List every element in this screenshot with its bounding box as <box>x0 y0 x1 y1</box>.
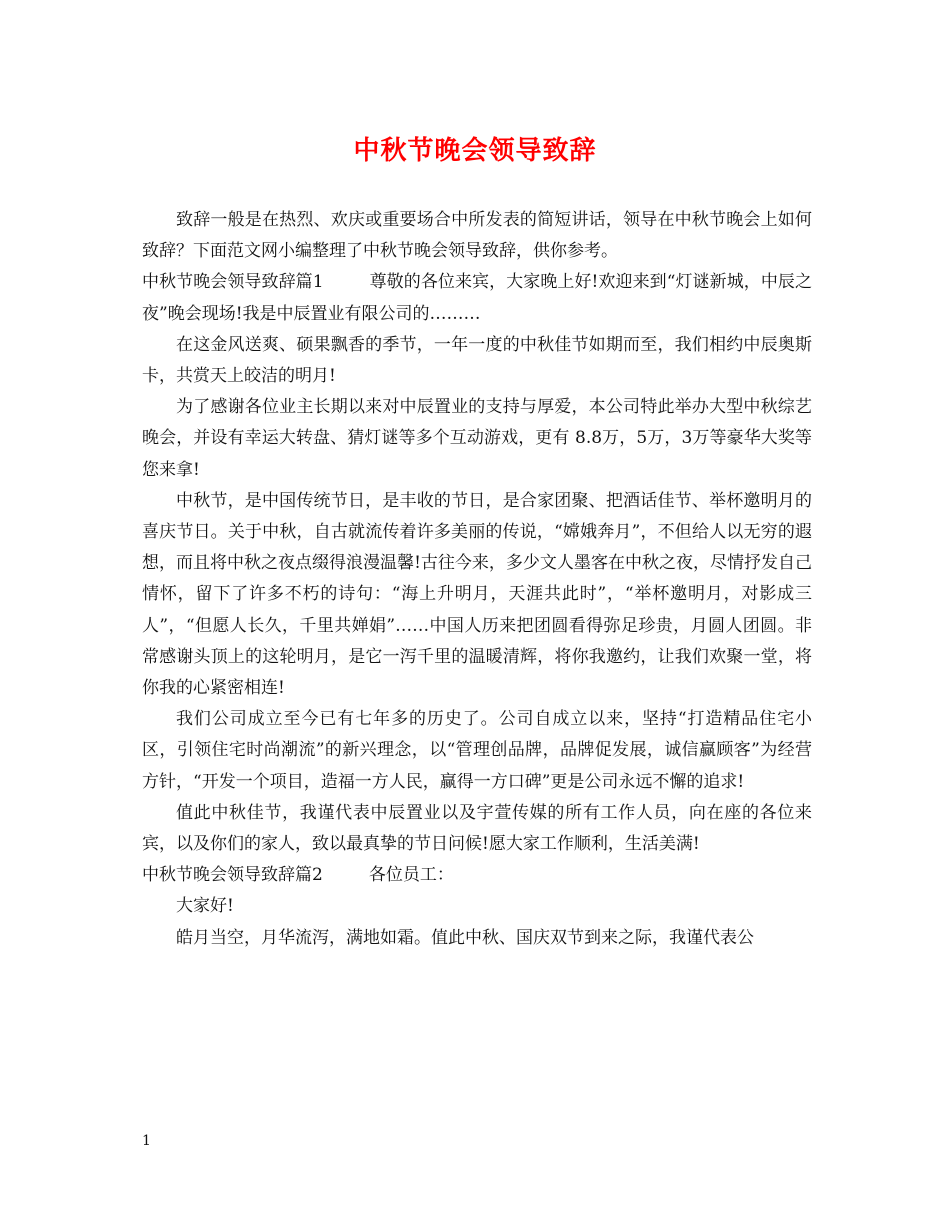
section-1-first-text: 尊敬的各位来宾，大家晚上好!欢迎来到“灯谜新城，中辰之夜”晚会现场!我是中辰置业有限公司的……… <box>142 272 812 324</box>
page-number: 1 <box>142 1133 151 1149</box>
paragraph: 大家好! <box>176 896 234 917</box>
intro-paragraph: 致辞一般是在热烈、欢庆或重要场合中所发表的简短讲话，领导在中秋节晚会上如何致辞？下面范文网小编整理了中秋节晚会领导致辞，供你参考。 <box>142 210 812 262</box>
section-2-heading-line <box>142 860 812 891</box>
section-2-heading: 中秋节晚会领导致辞篇2 <box>142 865 323 886</box>
paragraph: 值此中秋佳节，我谨代表中辰置业以及宇萱传媒的所有工作人员，向在座的各位来宾，以及你们的家人，致以最真挚的节日问候!愿大家工作顺利，生活美满! <box>142 802 812 855</box>
section-2-first-text: 各位员工： <box>368 865 454 886</box>
paragraph: 在这金风送爽、硕果飘香的季节，一年一度的中秋佳节如期而至，我们相约中辰奥斯卡，共赏天上皎洁的明月! <box>142 334 812 387</box>
paragraph: 为了感谢各位业主长期以来对中辰置业的支持与厚爱，本公司特此举办大型中秋综艺晚会，并设有幸运大转盘、猜灯谜等多个互动游戏，更有 8.8万，5万，3万等豪华大奖等您来拿! <box>142 397 812 480</box>
paragraph: 皓月当空，月华流泻，满地如霜。值此中秋、国庆双节到来之际，我谨代表公 <box>176 927 754 948</box>
paragraph: 中秋节，是中国传统节日，是丰收的节日，是合家团聚、把酒话佳节、举杯邀明月的喜庆节日。关于中秋，自古就流传着许多美丽的传说，“嫦娥奔月”，不但给人以无穷的遐想，而且将中秋之夜点缀得浪漫温馨!古往今来，多少文人墨客在中秋之夜，尽情抒发自己情怀，留下了许多不朽的诗句：“海上升明月，天涯共此时”，“举杯邀明月，对影成三人”，“但愿人长久，千里共婵娟”……中国人历来把团圆看得弥足珍贵，月圆人团圆。非常感谢头顶上的这轮明月，是它一泻千里的温暖清辉，将你我邀约，让我们欢聚一堂，将你我的心紧密相连! <box>142 490 812 699</box>
document-body <box>142 205 812 954</box>
section-1-heading-line <box>142 267 812 329</box>
document-title: 中秋节晚会领导致辞 <box>353 136 597 166</box>
section-1-heading: 中秋节晚会领导致辞篇1 <box>142 272 324 293</box>
paragraph: 我们公司成立至今已有七年多的历史了。公司自成立以来，坚持“打造精品住宅小区，引领住宅时尚潮流”的新兴理念，以“管理创品牌，品牌促发展，诚信赢顾客”为经营方针，“开发一个项目，造福一方人民，赢得一方口碑”更是公司永远不懈的追求! <box>142 709 812 792</box>
